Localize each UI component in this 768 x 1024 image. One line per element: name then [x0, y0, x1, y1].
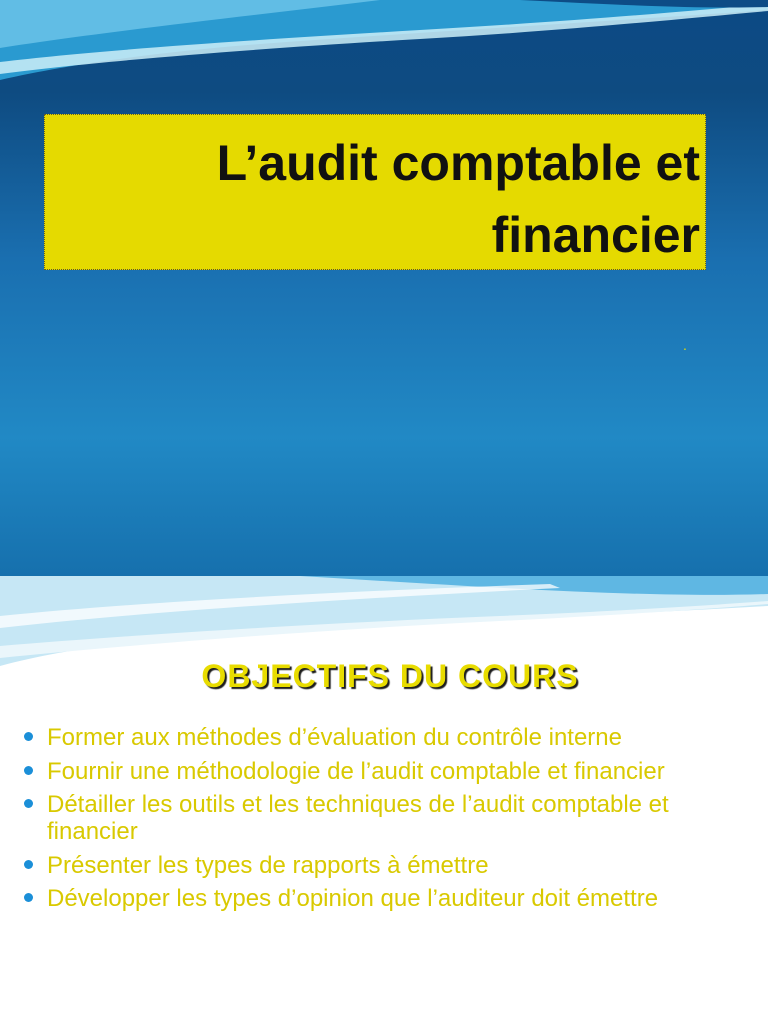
list-item: [0, 885, 727, 912]
list-item-text: Détailler les outils et les techniques de l’audit comptable et financier: [47, 791, 669, 845]
list-item: [0, 758, 727, 785]
list-item: [0, 791, 727, 845]
bullet-icon: [24, 766, 33, 775]
bullet-icon: [24, 893, 33, 902]
list-item-text: Fournir une méthodologie de l’audit comptable et financier: [47, 757, 665, 785]
objectives-list: [0, 724, 727, 919]
list-item: [0, 852, 727, 879]
list-item-text: Former aux méthodes d’évaluation du contrôle interne: [47, 724, 622, 751]
slide-1-subtitle: .: [683, 337, 687, 353]
list-item-text: Développer les types d’opinion que l’auditeur doit émettre: [47, 885, 659, 912]
heading-box: [118, 652, 662, 700]
title-box: [44, 114, 706, 270]
slide-1-title: L’audit comptable et financier: [216, 135, 700, 263]
bullet-icon: [24, 732, 33, 741]
slide-2-title: OBJECTIFS DU COURS: [201, 658, 579, 694]
list-item-text: Présenter les types de rapports à émettre: [47, 851, 489, 879]
slide-2: [0, 576, 768, 1024]
bullet-icon: [24, 799, 33, 808]
list-item: [0, 724, 727, 751]
bullet-icon: [24, 860, 33, 869]
